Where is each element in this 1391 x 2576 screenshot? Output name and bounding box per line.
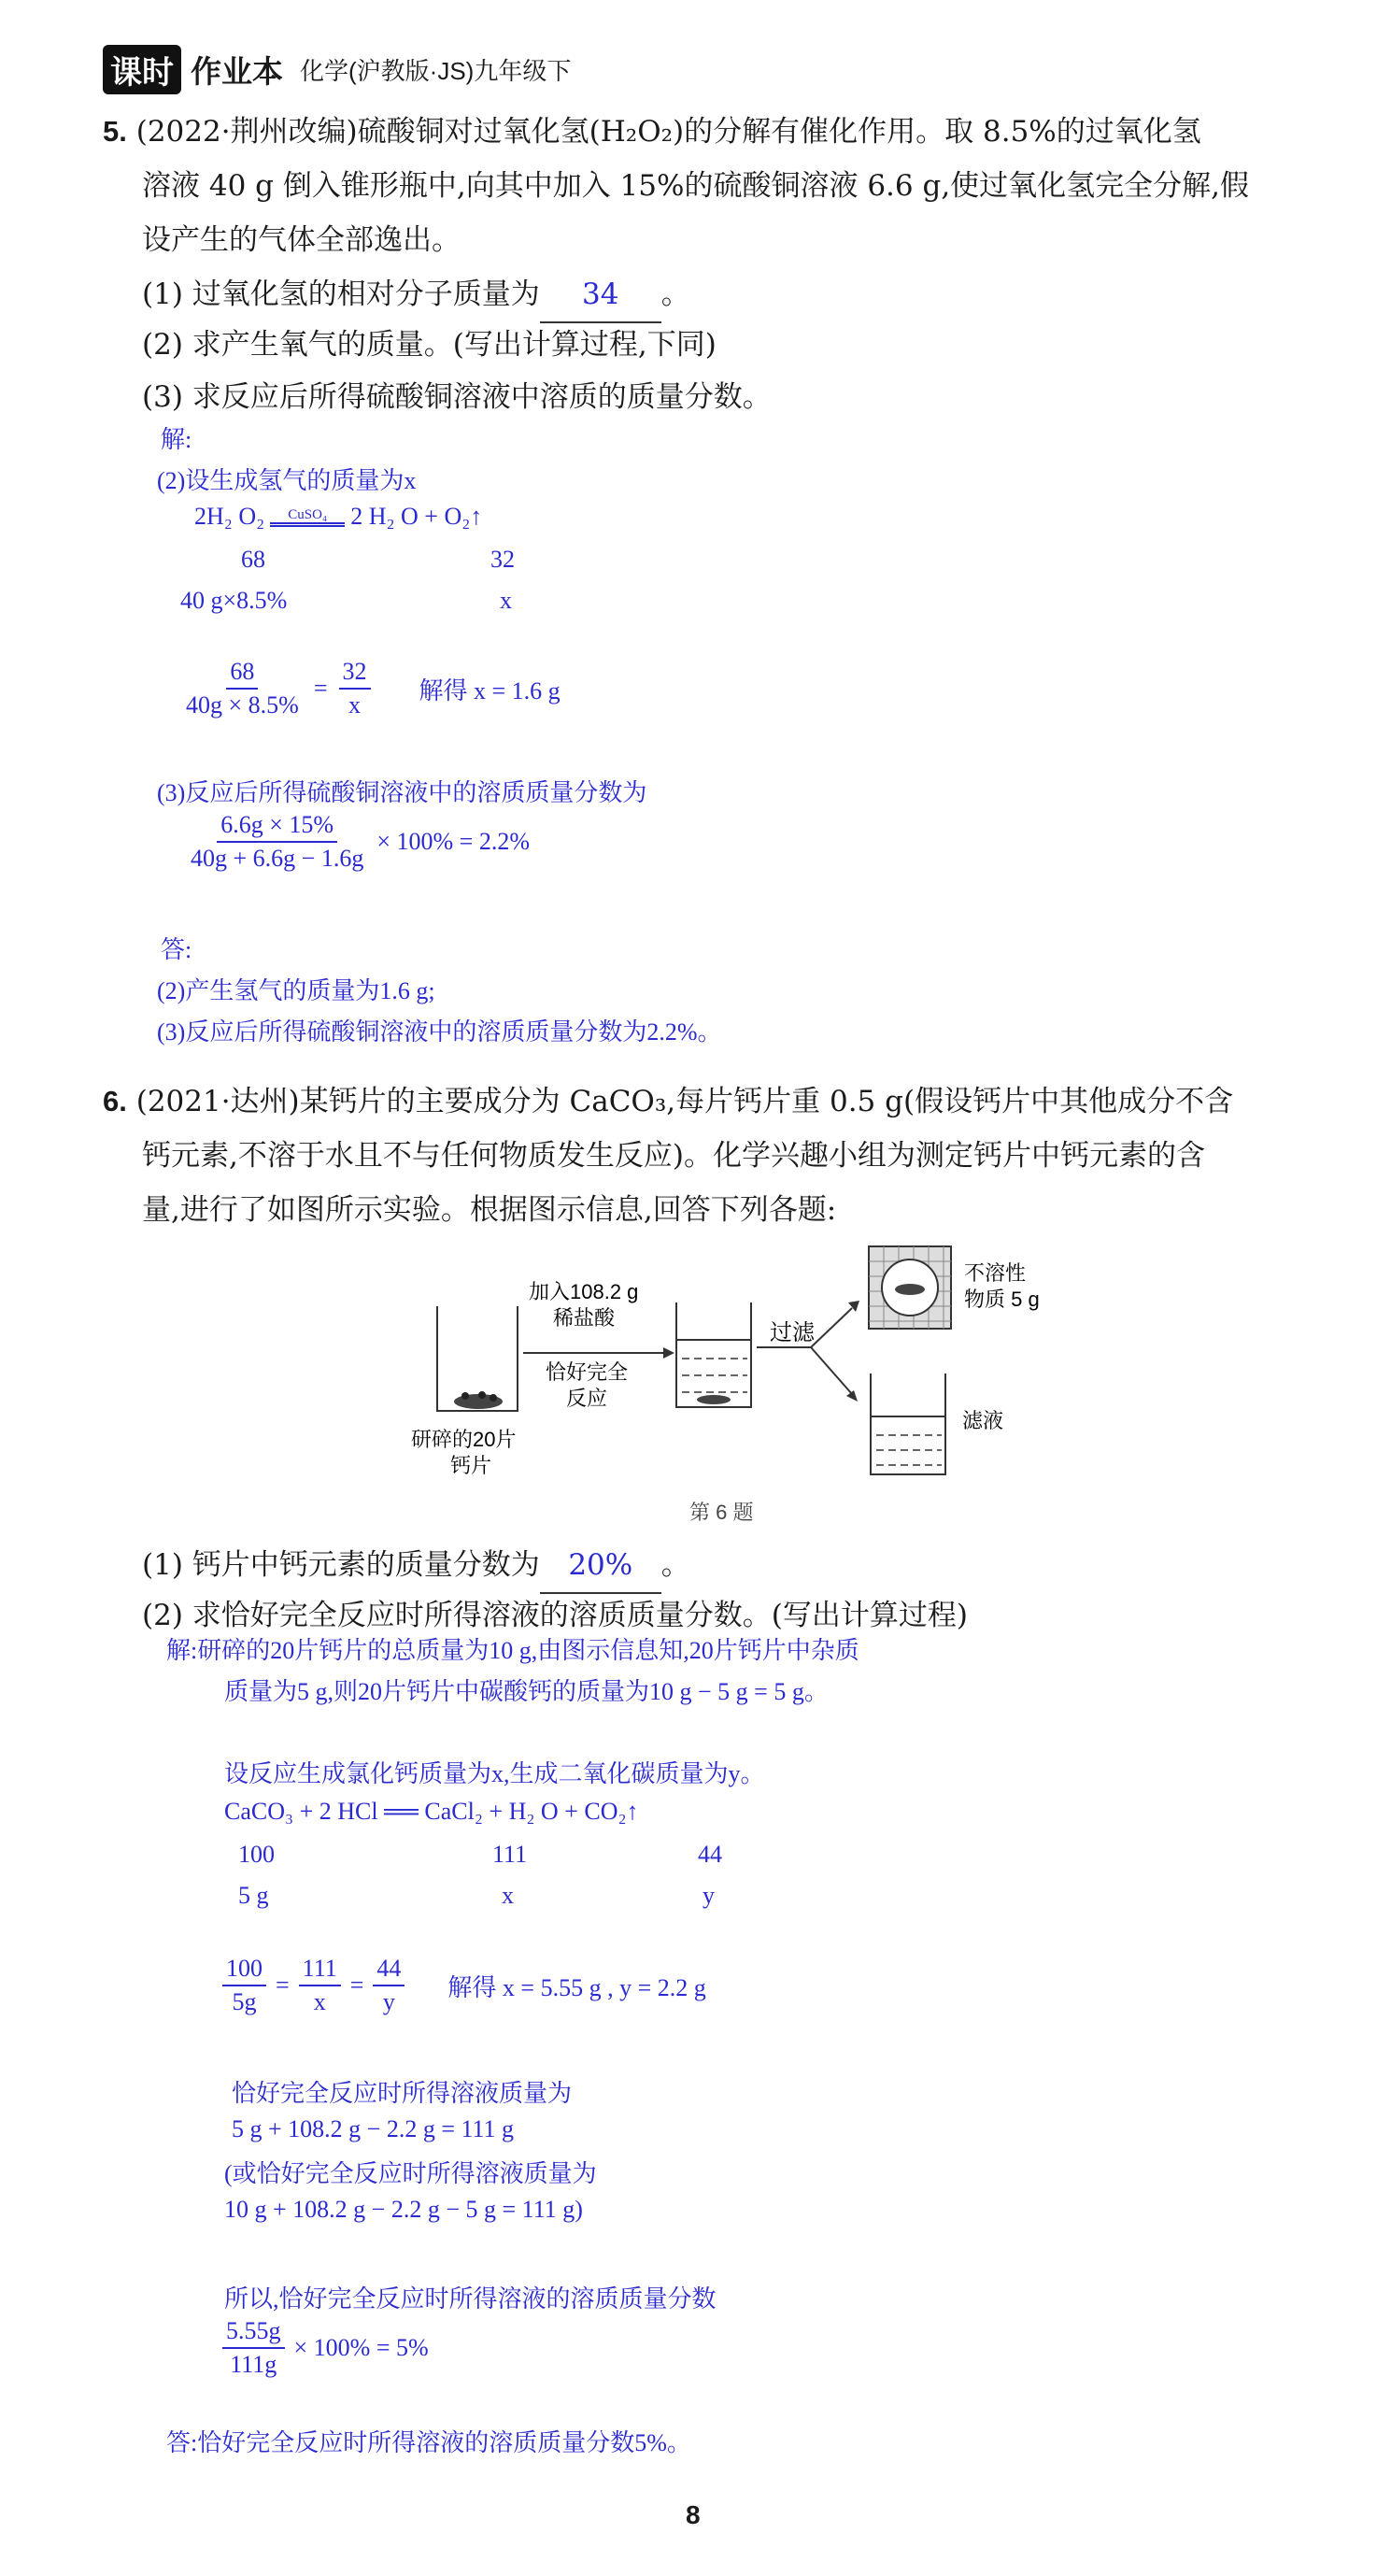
q6-sol-1: 解:研碎的20片钙片的总质量为10 g,由图示信息知,20片钙片中杂质 xyxy=(166,1637,859,1664)
q5-part3-formula xyxy=(187,809,530,875)
beaker-reaction xyxy=(676,1302,751,1407)
q5-intro-3: 设产生的气体全部逸出。 xyxy=(142,223,461,257)
q5-equation xyxy=(194,503,482,531)
q5-intro-2: 溶液 40 g 倒入锥形瓶中,向其中加入 15%的硫酸铜溶液 6.6 g,使过氧化氢完全分解,假 xyxy=(142,169,1250,203)
q5-eq-right: 2 H₂ O + O₂↑ xyxy=(350,503,483,530)
q6-sub1-answer: 20% xyxy=(540,1538,661,1594)
q5-ans-2: (3)反应后所得硫酸铜溶液中的溶质质量分数为2.2%。 xyxy=(157,1018,722,1046)
q5-line-1 xyxy=(103,105,1201,159)
q6-intro-3: 量,进行了如图所示实验。根据图示信息,回答下列各题: xyxy=(142,1193,837,1227)
q6-answer: 答:恰好完全反应时所得溶液的溶质质量分数5%。 xyxy=(166,2429,691,2456)
q6-intro-2: 钙元素,不溶于水且不与任何物质发生反应)。化学兴趣小组为测定钙片中钙元素的含 xyxy=(142,1139,1205,1173)
q6-val-1: 5 g xyxy=(238,1882,269,1909)
q6-ratio: $\frac{100}{5g}$ = $\frac{111}{x}$ = $\frac{44}{y}$ 解得 x = 5.55 g , y = 2.2 g xyxy=(222,1953,706,2018)
page-number: 8 xyxy=(686,2500,701,2529)
q6-sub1 xyxy=(142,1538,690,1594)
q6-ratio-result: 解得 x = 5.55 g , y = 2.2 g xyxy=(447,1973,706,2001)
q6-sol-set: 设反应生成氯化钙质量为x,生成二氧化碳质量为y。 xyxy=(224,1760,765,1787)
crushed-tablets-icon xyxy=(454,1391,503,1409)
q6-mass-4: 10 g + 108.2 g − 2.2 g − 5 g = 111 g) xyxy=(224,2196,583,2223)
q6-frac-tail: × 100% = 5% xyxy=(293,2334,429,2361)
q6-final-frac: $\frac{5.55g}{111g}$ xyxy=(222,2315,285,2381)
q5-sub1-answer: 34 xyxy=(540,267,661,323)
q5-sol-set: (2)设生成氢气的质量为x xyxy=(157,467,417,494)
q5-result: 解得 x = 1.6 g xyxy=(419,676,561,704)
q6-mr-3: 44 xyxy=(698,1841,722,1868)
q5-sub3: (3) 求反应后所得硫酸铜溶液中溶质的质量分数。 xyxy=(142,380,772,414)
header-title: 作业本 xyxy=(191,54,283,89)
q5-eq-catalyst: CuSO₄ xyxy=(288,506,328,522)
q5-sub1-text: (1) 过氧化氢的相对分子质量为 xyxy=(142,278,540,311)
q5-sub2: (2) 求产生氧气的质量。(写出计算过程,下同) xyxy=(142,328,717,362)
q5-val-1: 40 g×8.5% xyxy=(180,587,288,614)
q6-mass-1: 恰好完全反应时所得溶液质量为 xyxy=(232,2080,573,2107)
fig-insoluble-label-1: 不溶性 xyxy=(964,1261,1027,1285)
q5-ratio-eq: = xyxy=(313,675,328,702)
fig-filtrate-label: 滤液 xyxy=(962,1409,1004,1432)
q6-frac-formula xyxy=(222,2315,429,2381)
q5-part3-frac: $\frac{6.6g \times 15\%}{40g + 6.6g - 1.6g}$ xyxy=(191,811,364,872)
q6-number: 6. xyxy=(103,1085,127,1117)
fig-add-label-1: 加入108.2 g xyxy=(529,1280,639,1303)
beaker-filtrate xyxy=(871,1373,945,1474)
q5-part3-tail: × 100% = 2.2% xyxy=(376,828,530,855)
q5-mr-1: 68 xyxy=(241,546,265,573)
header-subject: 化学(沪教版·JS)九年级下 xyxy=(300,57,572,85)
q6-line-1 xyxy=(103,1075,1233,1129)
fig-add-label-2: 稀盐酸 xyxy=(553,1306,616,1330)
q6-val-2: x xyxy=(502,1882,514,1909)
series-logo: 课时 xyxy=(103,45,181,94)
q6-mr-2: 111 xyxy=(492,1841,528,1868)
q6-equation: CaCO₃ + 2 HCl ══ CaCl₂ + H₂ O + CO₂↑ xyxy=(224,1798,639,1825)
q5-sol-label: 解: xyxy=(161,426,192,453)
q5-val-2: x xyxy=(500,587,512,614)
page-header xyxy=(103,45,571,94)
q6-intro-1: (2021·达州)某钙片的主要成分为 CaCO₃,每片钙片重 0.5 g(假设钙片中其他成分不含 xyxy=(135,1085,1234,1118)
fig-filter-label: 过滤 xyxy=(770,1320,815,1345)
q6-ratio-frac-1: $\frac{100}{5g}$ xyxy=(222,1953,266,2018)
fig-caption: 第 6 题 xyxy=(689,1501,754,1524)
q5-ans-label: 答: xyxy=(161,936,192,963)
q5-sub1-end: 。 xyxy=(660,278,690,311)
q6-frac-text: 所以,恰好完全反应时所得溶液的溶质质量分数 xyxy=(224,2285,717,2313)
q6-sub2: (2) 求恰好完全反应时所得溶液的溶质质量分数。(写出计算过程) xyxy=(142,1599,968,1632)
q5-ratio-frac-2: $\frac{32}{x}$ xyxy=(339,656,371,721)
q6-mass-3: (或恰好完全反应时所得溶液质量为 xyxy=(224,2160,597,2187)
q6-sol-2: 质量为5 g,则20片钙片中碳酸钙的质量为10 g − 5 g = 5 g。 xyxy=(224,1678,829,1705)
q5-ratio xyxy=(182,656,561,721)
fig-insoluble-label-2: 物质 5 g xyxy=(964,1288,1040,1311)
q6-experiment-figure xyxy=(392,1243,1065,1542)
fig-tablet-label-2: 钙片 xyxy=(450,1454,492,1477)
q6-ratio-frac-2: $\frac{111}{x}$ xyxy=(299,1953,341,2018)
q6-sub1-text: (1) 钙片中钙元素的质量分数为 xyxy=(142,1548,540,1582)
fig-react-label-2: 反应 xyxy=(566,1387,608,1410)
q5-intro-1: (2022·荆州改编)硫酸铜对过氧化氢(H₂O₂)的分解有催化作用。取 8.5%的过氧化氢 xyxy=(135,115,1201,149)
q6-mass-2: 5 g + 108.2 g − 2.2 g = 111 g xyxy=(232,2115,515,2142)
fig-tablet-label-1: 研碎的20片 xyxy=(411,1428,517,1451)
q6-ratio-frac-3: $\frac{44}{y}$ xyxy=(373,1953,405,2018)
q6-val-3: y xyxy=(703,1882,715,1909)
q5-ratio-frac-1: $\frac{68}{40g \times 8.5\%}$ xyxy=(186,658,299,719)
q5-sub1 xyxy=(142,267,690,323)
q5-eq-arrow xyxy=(270,507,345,527)
q6-mr-1: 100 xyxy=(238,1841,275,1868)
q5-mr-2: 32 xyxy=(490,546,515,573)
q5-part3-text: (3)反应后所得硫酸铜溶液中的溶质质量分数为 xyxy=(157,779,647,806)
q5-eq-left: 2H₂ O₂ xyxy=(194,503,265,530)
q5-ans-1: (2)产生氢气的质量为1.6 g; xyxy=(157,977,435,1004)
fig-react-label-1: 恰好完全 xyxy=(546,1360,629,1384)
q5-number: 5. xyxy=(103,115,127,148)
q6-sub1-end: 。 xyxy=(660,1548,690,1582)
